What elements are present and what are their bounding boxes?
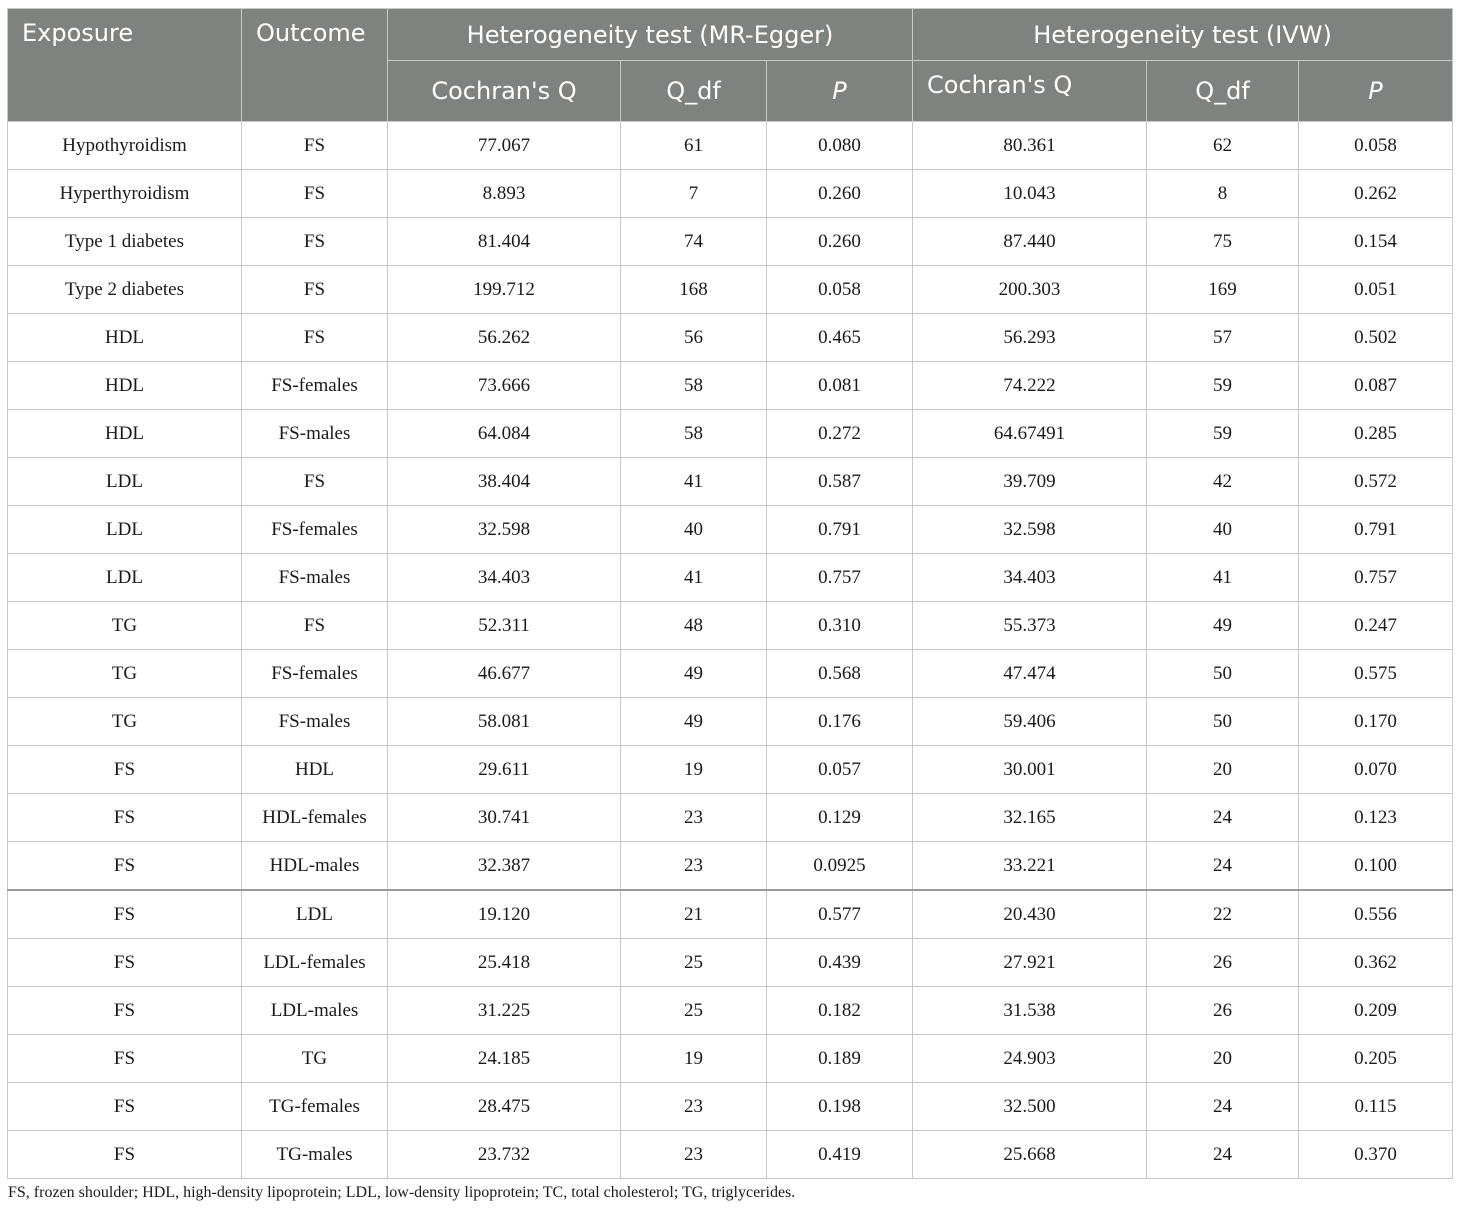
cell-ivw-cochrans-q: 64.67491 [913, 410, 1147, 458]
cell-ivw-q-df: 41 [1147, 554, 1299, 602]
cell-ivw-q-df: 42 [1147, 458, 1299, 506]
header-group-mr-egger: Heterogeneity test (MR-Egger) [388, 9, 913, 61]
cell-ivw-cochrans-q: 80.361 [913, 122, 1147, 170]
cell-outcome: LDL-males [242, 987, 388, 1035]
cell-egger-p: 0.081 [767, 362, 913, 410]
cell-egger-p: 0.198 [767, 1083, 913, 1131]
cell-ivw-q-df: 62 [1147, 122, 1299, 170]
header-ivw-cochrans-q: Cochran's Q [913, 61, 1147, 122]
cell-egger-q-df: 49 [621, 650, 767, 698]
cell-outcome: HDL-males [242, 842, 388, 891]
cell-egger-p: 0.272 [767, 410, 913, 458]
table-row [8, 987, 1453, 1035]
cell-ivw-q-df: 40 [1147, 506, 1299, 554]
cell-ivw-q-df: 75 [1147, 218, 1299, 266]
header-exposure: Exposure [8, 9, 242, 122]
cell-ivw-p: 0.556 [1299, 890, 1453, 939]
cell-egger-p: 0.791 [767, 506, 913, 554]
cell-ivw-p: 0.154 [1299, 218, 1453, 266]
cell-egger-p: 0.176 [767, 698, 913, 746]
cell-ivw-p: 0.087 [1299, 362, 1453, 410]
table-row [8, 842, 1453, 891]
cell-egger-q-df: 40 [621, 506, 767, 554]
cell-ivw-p: 0.247 [1299, 602, 1453, 650]
cell-egger-p: 0.757 [767, 554, 913, 602]
cell-egger-cochrans-q: 31.225 [388, 987, 621, 1035]
cell-ivw-q-df: 50 [1147, 650, 1299, 698]
cell-ivw-q-df: 24 [1147, 1131, 1299, 1179]
table-row [8, 122, 1453, 170]
cell-egger-p: 0.465 [767, 314, 913, 362]
cell-egger-q-df: 41 [621, 554, 767, 602]
cell-ivw-q-df: 24 [1147, 1083, 1299, 1131]
cell-egger-q-df: 56 [621, 314, 767, 362]
cell-egger-cochrans-q: 199.712 [388, 266, 621, 314]
cell-ivw-p: 0.170 [1299, 698, 1453, 746]
cell-egger-q-df: 58 [621, 362, 767, 410]
table-row [8, 939, 1453, 987]
heterogeneity-table [7, 8, 1453, 1179]
cell-egger-cochrans-q: 32.598 [388, 506, 621, 554]
cell-exposure: TG [8, 698, 242, 746]
table-body [8, 122, 1453, 1179]
cell-egger-cochrans-q: 25.418 [388, 939, 621, 987]
cell-egger-p: 0.419 [767, 1131, 913, 1179]
cell-ivw-p: 0.757 [1299, 554, 1453, 602]
cell-exposure: FS [8, 1083, 242, 1131]
cell-outcome: FS [242, 458, 388, 506]
cell-outcome: FS [242, 218, 388, 266]
cell-outcome: FS-males [242, 698, 388, 746]
cell-exposure: FS [8, 746, 242, 794]
cell-ivw-q-df: 59 [1147, 362, 1299, 410]
cell-ivw-p: 0.051 [1299, 266, 1453, 314]
cell-outcome: TG-females [242, 1083, 388, 1131]
cell-egger-q-df: 74 [621, 218, 767, 266]
cell-ivw-cochrans-q: 34.403 [913, 554, 1147, 602]
cell-egger-cochrans-q: 24.185 [388, 1035, 621, 1083]
cell-egger-p: 0.587 [767, 458, 913, 506]
table-row [8, 218, 1453, 266]
cell-egger-q-df: 61 [621, 122, 767, 170]
cell-outcome: FS [242, 122, 388, 170]
cell-egger-q-df: 23 [621, 842, 767, 891]
cell-egger-q-df: 49 [621, 698, 767, 746]
cell-outcome: LDL [242, 890, 388, 939]
cell-egger-cochrans-q: 8.893 [388, 170, 621, 218]
cell-egger-q-df: 41 [621, 458, 767, 506]
cell-egger-p: 0.129 [767, 794, 913, 842]
cell-exposure: HDL [8, 362, 242, 410]
cell-ivw-cochrans-q: 31.538 [913, 987, 1147, 1035]
cell-ivw-q-df: 22 [1147, 890, 1299, 939]
cell-ivw-cochrans-q: 200.303 [913, 266, 1147, 314]
cell-egger-cochrans-q: 34.403 [388, 554, 621, 602]
cell-egger-p: 0.080 [767, 122, 913, 170]
table-header [8, 9, 1453, 122]
cell-ivw-p: 0.070 [1299, 746, 1453, 794]
cell-egger-p: 0.189 [767, 1035, 913, 1083]
cell-egger-cochrans-q: 58.081 [388, 698, 621, 746]
cell-egger-p: 0.260 [767, 170, 913, 218]
cell-outcome: FS [242, 170, 388, 218]
cell-egger-q-df: 19 [621, 1035, 767, 1083]
cell-ivw-p: 0.115 [1299, 1083, 1453, 1131]
cell-ivw-p: 0.791 [1299, 506, 1453, 554]
cell-egger-cochrans-q: 32.387 [388, 842, 621, 891]
cell-exposure: TG [8, 650, 242, 698]
cell-egger-cochrans-q: 28.475 [388, 1083, 621, 1131]
cell-ivw-p: 0.209 [1299, 987, 1453, 1035]
table-row [8, 506, 1453, 554]
header-egger-cochrans-q: Cochran's Q [388, 61, 621, 122]
cell-egger-cochrans-q: 73.666 [388, 362, 621, 410]
cell-outcome: FS [242, 602, 388, 650]
table-row [8, 602, 1453, 650]
cell-ivw-q-df: 169 [1147, 266, 1299, 314]
cell-egger-p: 0.577 [767, 890, 913, 939]
cell-egger-q-df: 7 [621, 170, 767, 218]
cell-ivw-q-df: 20 [1147, 746, 1299, 794]
header-ivw-p: P [1299, 61, 1453, 122]
cell-egger-p: 0.310 [767, 602, 913, 650]
cell-ivw-cochrans-q: 59.406 [913, 698, 1147, 746]
cell-exposure: Hyperthyroidism [8, 170, 242, 218]
cell-egger-cochrans-q: 30.741 [388, 794, 621, 842]
cell-exposure: TG [8, 602, 242, 650]
cell-ivw-q-df: 57 [1147, 314, 1299, 362]
cell-ivw-cochrans-q: 32.165 [913, 794, 1147, 842]
cell-outcome: FS-males [242, 410, 388, 458]
cell-ivw-cochrans-q: 25.668 [913, 1131, 1147, 1179]
cell-ivw-p: 0.262 [1299, 170, 1453, 218]
cell-ivw-cochrans-q: 87.440 [913, 218, 1147, 266]
cell-egger-cochrans-q: 19.120 [388, 890, 621, 939]
cell-ivw-cochrans-q: 74.222 [913, 362, 1147, 410]
cell-ivw-p: 0.572 [1299, 458, 1453, 506]
table-footnote: FS, frozen shoulder; HDL, high-density lipoprotein; LDL, low-density lipoprotein; TC, total cholesterol; TG, triglycerides. [8, 1184, 796, 1201]
table-row [8, 362, 1453, 410]
cell-egger-q-df: 48 [621, 602, 767, 650]
cell-exposure: Type 1 diabetes [8, 218, 242, 266]
cell-egger-cochrans-q: 29.611 [388, 746, 621, 794]
cell-outcome: FS [242, 266, 388, 314]
cell-egger-p: 0.568 [767, 650, 913, 698]
cell-egger-q-df: 168 [621, 266, 767, 314]
cell-ivw-cochrans-q: 30.001 [913, 746, 1147, 794]
table-row [8, 698, 1453, 746]
cell-ivw-cochrans-q: 24.903 [913, 1035, 1147, 1083]
table-row [8, 746, 1453, 794]
cell-egger-q-df: 25 [621, 987, 767, 1035]
cell-egger-cochrans-q: 81.404 [388, 218, 621, 266]
cell-outcome: FS [242, 314, 388, 362]
cell-outcome: FS-males [242, 554, 388, 602]
cell-ivw-cochrans-q: 20.430 [913, 890, 1147, 939]
cell-exposure: LDL [8, 458, 242, 506]
cell-egger-p: 0.0925 [767, 842, 913, 891]
header-outcome: Outcome [242, 9, 388, 122]
header-egger-p: P [767, 61, 913, 122]
cell-egger-q-df: 23 [621, 1083, 767, 1131]
cell-egger-cochrans-q: 46.677 [388, 650, 621, 698]
cell-egger-cochrans-q: 64.084 [388, 410, 621, 458]
header-ivw-q-df: Q_df [1147, 61, 1299, 122]
cell-exposure: LDL [8, 506, 242, 554]
cell-exposure: FS [8, 1035, 242, 1083]
cell-ivw-q-df: 24 [1147, 842, 1299, 891]
cell-egger-p: 0.260 [767, 218, 913, 266]
cell-egger-q-df: 58 [621, 410, 767, 458]
cell-egger-p: 0.057 [767, 746, 913, 794]
cell-outcome: TG-males [242, 1131, 388, 1179]
cell-exposure: FS [8, 987, 242, 1035]
cell-exposure: FS [8, 842, 242, 891]
cell-egger-cochrans-q: 38.404 [388, 458, 621, 506]
cell-egger-q-df: 23 [621, 1131, 767, 1179]
cell-ivw-q-df: 26 [1147, 939, 1299, 987]
table-row [8, 170, 1453, 218]
cell-outcome: HDL-females [242, 794, 388, 842]
cell-ivw-p: 0.370 [1299, 1131, 1453, 1179]
cell-ivw-p: 0.123 [1299, 794, 1453, 842]
table-row [8, 794, 1453, 842]
cell-egger-q-df: 25 [621, 939, 767, 987]
table-row [8, 314, 1453, 362]
table-row [8, 410, 1453, 458]
cell-ivw-cochrans-q: 32.598 [913, 506, 1147, 554]
cell-ivw-q-df: 20 [1147, 1035, 1299, 1083]
cell-outcome: FS-females [242, 650, 388, 698]
cell-ivw-p: 0.100 [1299, 842, 1453, 891]
cell-exposure: FS [8, 890, 242, 939]
table-row [8, 266, 1453, 314]
table-row [8, 554, 1453, 602]
cell-exposure: HDL [8, 410, 242, 458]
cell-ivw-cochrans-q: 39.709 [913, 458, 1147, 506]
cell-ivw-q-df: 59 [1147, 410, 1299, 458]
cell-egger-p: 0.058 [767, 266, 913, 314]
cell-ivw-q-df: 24 [1147, 794, 1299, 842]
cell-egger-p: 0.182 [767, 987, 913, 1035]
cell-exposure: FS [8, 939, 242, 987]
header-group-ivw: Heterogeneity test (IVW) [913, 9, 1453, 61]
cell-exposure: FS [8, 794, 242, 842]
cell-outcome: TG [242, 1035, 388, 1083]
cell-egger-q-df: 21 [621, 890, 767, 939]
table-row [8, 890, 1453, 939]
cell-egger-cochrans-q: 52.311 [388, 602, 621, 650]
cell-ivw-q-df: 26 [1147, 987, 1299, 1035]
cell-egger-p: 0.439 [767, 939, 913, 987]
cell-exposure: Hypothyroidism [8, 122, 242, 170]
heterogeneity-table-container [7, 8, 1452, 1179]
cell-exposure: FS [8, 1131, 242, 1179]
cell-ivw-p: 0.362 [1299, 939, 1453, 987]
cell-ivw-p: 0.502 [1299, 314, 1453, 362]
cell-egger-cochrans-q: 77.067 [388, 122, 621, 170]
cell-ivw-p: 0.285 [1299, 410, 1453, 458]
cell-exposure: Type 2 diabetes [8, 266, 242, 314]
cell-egger-cochrans-q: 56.262 [388, 314, 621, 362]
cell-exposure: HDL [8, 314, 242, 362]
cell-ivw-p: 0.205 [1299, 1035, 1453, 1083]
cell-ivw-cochrans-q: 32.500 [913, 1083, 1147, 1131]
cell-ivw-cochrans-q: 10.043 [913, 170, 1147, 218]
cell-ivw-cochrans-q: 47.474 [913, 650, 1147, 698]
cell-ivw-p: 0.575 [1299, 650, 1453, 698]
table-row [8, 650, 1453, 698]
table-row [8, 458, 1453, 506]
cell-ivw-q-df: 50 [1147, 698, 1299, 746]
cell-outcome: HDL [242, 746, 388, 794]
table-row [8, 1035, 1453, 1083]
table-row [8, 1131, 1453, 1179]
cell-ivw-cochrans-q: 55.373 [913, 602, 1147, 650]
cell-ivw-cochrans-q: 27.921 [913, 939, 1147, 987]
cell-ivw-q-df: 49 [1147, 602, 1299, 650]
cell-egger-cochrans-q: 23.732 [388, 1131, 621, 1179]
cell-outcome: FS-females [242, 506, 388, 554]
cell-ivw-q-df: 8 [1147, 170, 1299, 218]
cell-egger-q-df: 23 [621, 794, 767, 842]
cell-ivw-cochrans-q: 33.221 [913, 842, 1147, 891]
cell-exposure: LDL [8, 554, 242, 602]
cell-ivw-p: 0.058 [1299, 122, 1453, 170]
header-egger-q-df: Q_df [621, 61, 767, 122]
cell-ivw-cochrans-q: 56.293 [913, 314, 1147, 362]
table-row [8, 1083, 1453, 1131]
cell-egger-q-df: 19 [621, 746, 767, 794]
cell-outcome: FS-females [242, 362, 388, 410]
cell-outcome: LDL-females [242, 939, 388, 987]
